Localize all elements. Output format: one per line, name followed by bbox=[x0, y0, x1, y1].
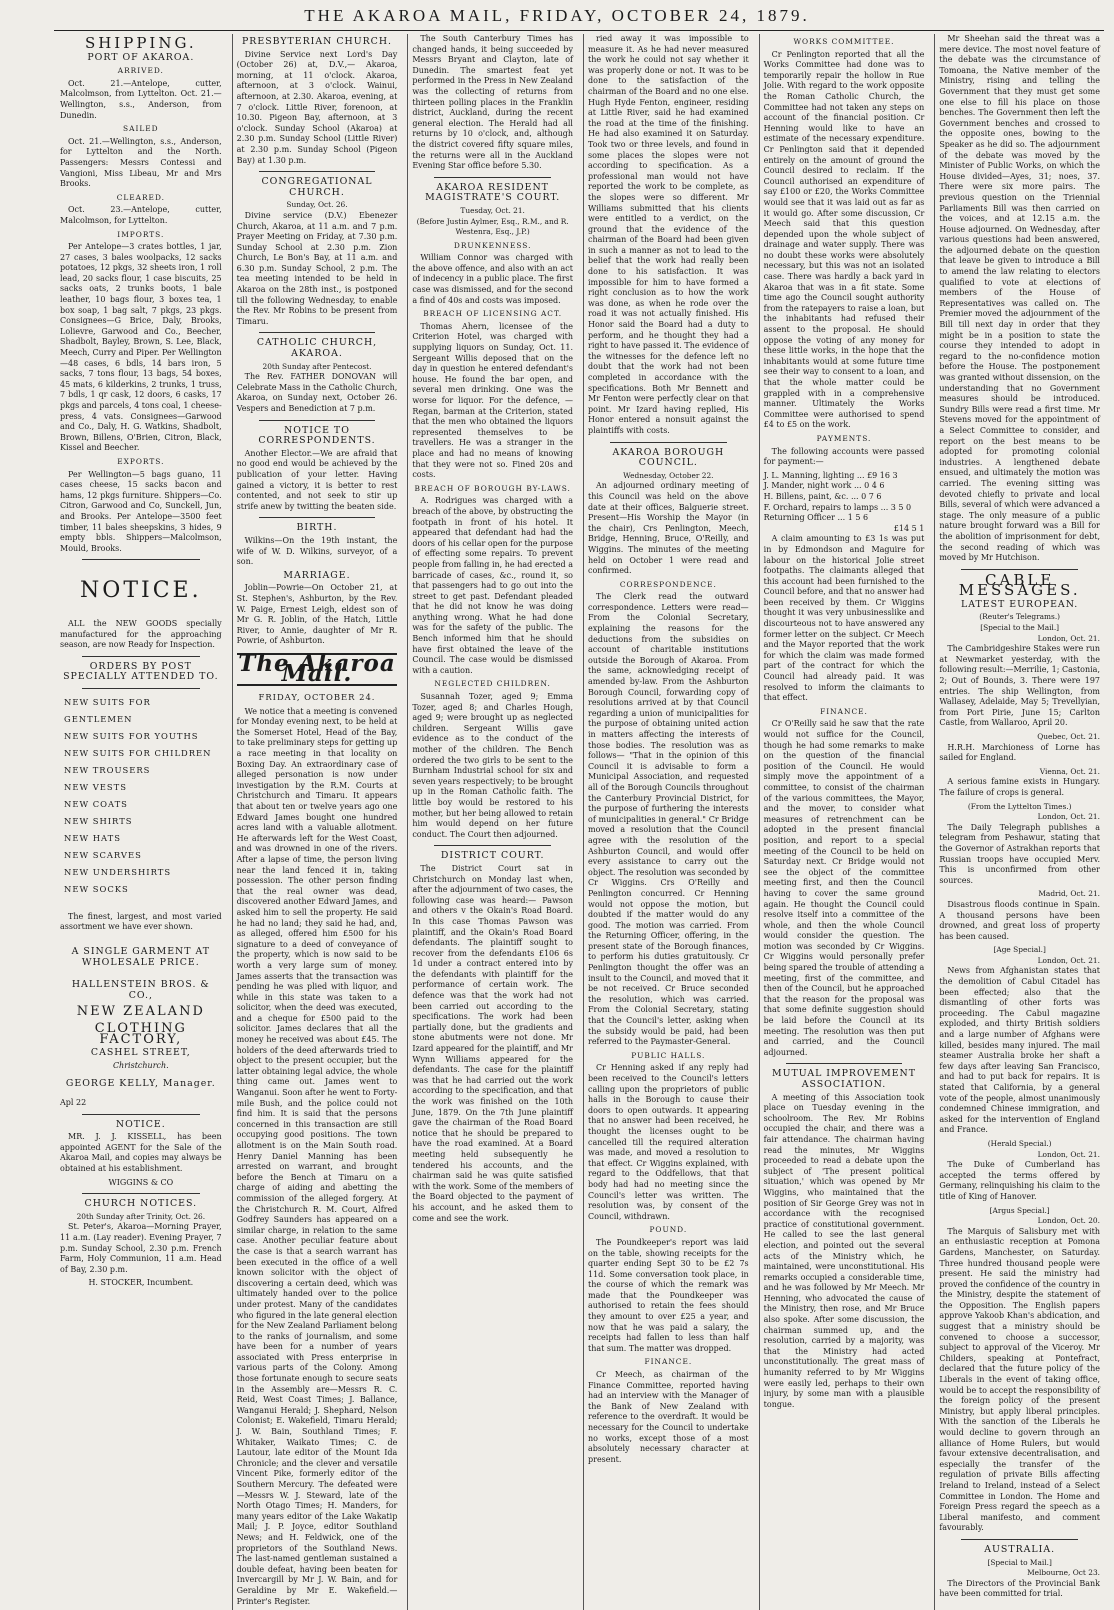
neglect-text: Susannah Tozer, aged 9; Emma Tozer, aged 8; and Charles Hough, aged 9; were brought up as neglected children. Sergeant Willis gave evidence as to the conduct of the mother of the children. The Bench ordered the two girls to be sent to the Burnham Industrial school for six and seven years respectively; to be brought up in the Roman Catholic faith. The little boy would be restored to his mother, but her being allowed to retain him would depend on her future conduct. The Court then adjourned. bbox=[412, 692, 573, 839]
manager: GEORGE KELLY, Manager. bbox=[65, 1078, 216, 1090]
mutual-heading: MUTUAL IMPROVEMENT ASSOCIATION. bbox=[771, 1068, 917, 1090]
special2-line: [Special to Mail.] bbox=[987, 1557, 1052, 1567]
dateline: London, Oct. 21. bbox=[1037, 955, 1100, 965]
divider bbox=[82, 656, 200, 657]
column-3 bbox=[407, 34, 577, 1610]
sunday-line: 20th Sunday after Trinity, Oct. 26. bbox=[76, 1211, 206, 1221]
pres-heading: PRESBYTERIAN CHURCH. bbox=[241, 36, 392, 47]
column-5 bbox=[759, 34, 929, 1610]
vienna-text: A serious famine exists in Hungary. The failure of crops is general. bbox=[939, 777, 1100, 797]
payment-line: Returning Officer ... 1 5 6 bbox=[763, 513, 869, 523]
ad-item: NEW TROUSERS bbox=[64, 764, 151, 775]
court-bench: (Before Justin Aylmer, Esq., R.M., and R. Westenra, Esq., J.P.) bbox=[416, 216, 569, 237]
date-stamp: Apl 22 bbox=[60, 1098, 87, 1107]
divider bbox=[259, 332, 376, 333]
incumbent: H. STOCKER, Incumbent. bbox=[88, 1278, 194, 1288]
finance-heading: FINANCE. bbox=[644, 1357, 693, 1367]
marriage-text: Joblin—Powrie—On October 21, at St. Stephen's, Ashburton, by the Rev. W. Paige, Ernest Leigh, eldest son of Mr G. R. Joblin, of the Hatch, Little River, to Annie, daughter of Mr R. Powrie, of Ashburton. bbox=[236, 583, 398, 646]
council-text: An adjourned ordinary meeting of this Council was held on the above date at their offices, Balguerie street. Present—His Worship the Mayor (in the chair), Crs Penlington, Meech, Bridge, Henning, Bruce, O'Reilly, and Wiggins. The minutes of the meeting held on October 1 were read and confirmed. bbox=[588, 481, 749, 576]
divider bbox=[259, 171, 376, 172]
pound-text: The Poundkeeper's report was laid on the table, showing receipts for the quarter ending Sept 30 to be £2 7s 11d. Some conversation took place, in the course of which the remark was made that the Poundkeeper was authorised to retain the fees should they amount to over £25 a year, and now that he was paid a salary, the receipts had fallen to less than half that sum. The matter was dropped. bbox=[588, 1237, 749, 1353]
city: Christchurch. bbox=[112, 1060, 169, 1070]
column-1 bbox=[56, 34, 226, 1610]
dateline: London, Oct. 20. bbox=[1037, 1216, 1100, 1226]
halls-heading: PUBLIC HALLS. bbox=[631, 1050, 706, 1060]
wiggins: WIGGINS & CO bbox=[108, 1177, 174, 1187]
stpeters-text: St. Peter's, Akaroa—Morning Prayer, 11 a.m. (Lay reader). Evening Prayer, 7 p.m. Sunday School, 2.30 p.m. French Farm, Holy Communion, 11 a.m. Head of Bay, 2.30 p.m. bbox=[60, 1222, 222, 1274]
court-date: Tuesday, Oct. 21. bbox=[460, 205, 525, 215]
street: CASHEL STREET, bbox=[90, 1047, 191, 1059]
dateline: London, Oct. 21. bbox=[1037, 812, 1100, 822]
mutual-text: A meeting of this Association took place on Tuesday evening in the schoolroom. The Rev. Mr Robins occupied the chair, and there was a fair attendance. The chairman having read the minutes, Mr Wiggins proceeded to read a debate upon the subject of 'The present political situation,' which was opened by Mr Wiggins, who maintained that the position of Sir George Grey was not in accordance with the recognised practice of constitutional government. He called to see the last general election, and pointed out the several acts of the Ministry which, he maintained, were unconstitutional. His remarks occupied a considerable time, and he was followed by Mr Meech. Mr Henning, who advocated the cause of the Ministry, then rose, and Mr Bruce also spoke. After some discussion, the chairman summed up, and the resolution, carried by a majority, was that the Ministry had acted unconstitutionally. The great mass of humanity referred to by Mr Wiggins were easily led, perhaps to their own injury, by some man with a plausible tongue. bbox=[763, 1092, 925, 1409]
exports-heading: EXPORTS. bbox=[117, 456, 165, 466]
council-heading: AKAROA BOROUGH COUNCIL. bbox=[612, 446, 725, 469]
ad-item: NEW VESTS bbox=[64, 781, 127, 792]
imports-text: Per Antelope—3 crates bottles, 1 jar, 27 cases, 3 bales woolpacks, 12 sacks potatoes, 12 pkgs, 32 sheets iron, 1 roll lead, 20 sacks flour, 1 case biscuits, 25 sacks oats, 2 trunks boots, 1 bale leather, 10 bags flour, 3 boxes tea, 1 box soap, 1 bag salt, 7 pkgs, 23 pkgs. Consignees—G Brice, Daly, Brooks, Lolievre, Garwood and Co., Beecher, Shadbolt, Bayley, Brown, S. Lee, Black, Meech, Curry and Piper. Per Wellington—48 cases, 6 bdls, 14 bars iron, 5 sacks, 7 tons flour, 13 bags, 54 boxes, 45 mats, 6 kilderkins, 2 trunks, 1 truss, 7 bdls, 1 qr cask, 12 doors, 6 casks, 17 pkgs and parcels, 4 tons coal, 1 cheese-press, 4 vats. Consignees—Garwood and Co., Daly, H. G. Watkins, Shadbolt, Brown, Billens, O'Brien, Citron, Black, Kissel and Beecher. bbox=[60, 242, 222, 453]
sailed-text: Oct. 21.—Wellington, s.s., Anderson, for Lyttelton and the North. Passengers: Messrs Contessi and Vangioni, Miss Libeau, Mr and Mrs Brooks. bbox=[60, 136, 222, 189]
masthead: THE AKAROA MAIL, FRIDAY, OCTOBER 24, 1879. bbox=[304, 6, 810, 25]
ad-item: NEW SHIRTS bbox=[64, 815, 133, 826]
orders-heading: ORDERS BY POST SPECIALLY ATTENDED TO. bbox=[63, 660, 219, 683]
payments-heading: PAYMENTS. bbox=[816, 433, 872, 443]
works-heading: WORKS COMMITTEE. bbox=[793, 37, 895, 46]
corr-text: The Clerk read the outward correspondence. Letters were read— From the Colonial Secretary, explaining the reasons for the deductions from the subsidies on account of charitable institutions outside the Borough of Akaroa. From the same, acknowledging receipt of amended by-law. From the Ashburton Borough Council, forwarding copy of resolutions arrived at by that Council regarding a union of municipalities for the purpose of obtaining united action in matters affecting the interests of those bodies. The resolution was as follows— "That in the opinion of this Council it is advisable to form a Municipal Association, and requested all of the Borough Councils throughout the Canterbury Provincial District, for the purpose of furthering the interests of municipalities in general." Cr Bridge moved a resolution that the Council agree with the resolution of the Ashburton Council, and would offer every assistance to carry out the object. The resolution was seconded by Cr Wiggins. Crs O'Reilly and Penlington concurred. Cr Henning would not oppose the motion, but doubted if the matter would do any good. The motion was carried. From the Returning Officer, offering, in the present state of the Borough finances, to perform his duties gratuitously. Cr Penlington thought the offer was an insult to the Council, and moved that it be not received. Cr Bruce seconded the resolution, which was carried. From the Colonial Secretary, stating that the Council's letter, asking when the subsidy would be paid, had been referred to the Paymaster-General. bbox=[588, 592, 749, 1047]
ad-item: NEW SOCKS bbox=[64, 883, 129, 894]
notice2-heading: NOTICE. bbox=[115, 1118, 166, 1130]
finest-text: The finest, largest, and most varied assortment we have ever shown. bbox=[60, 911, 222, 932]
kissell-text: MR. J. J. KISSELL, has been appointed AGENT for the Sale of the Akaroa Mail, and copies may always be obtained at his establishment. bbox=[60, 1132, 222, 1173]
payment-line: J. Mander, night work ... 0 4 6 bbox=[763, 481, 885, 491]
divider bbox=[786, 1063, 903, 1064]
cong-date: Sunday, Oct. 26. bbox=[286, 200, 348, 210]
birth-text: Wilkins—On the 19th instant, the wife of W. D. Wilkins, surveyor, of a son. bbox=[236, 535, 398, 567]
fin-text: Cr O'Reilly said he saw that the rate would not suffice for the Council, though he had some remarks to make on the question of the financial position of the Council. He would simply move the appointment of a committee, to consist of the chairman of the various committees, the Mayor, and the mover, to consider what measures of retrenchment can be adopted in the present financial position, and report to a special meeting of the Council to be held on Saturday next. Cr Bridge would not see the object of the committee meeting first, and then the Council having to cover the same ground again. He thought the Council could resolve itself into a committee of the whole, and then the whole Council would consider the question. The motion was seconded by Cr Wiggins. Cr Wiggins would personally prefer being spared the trouble of attending a meeting, first of the committee, and then of the Council, but he approached that the reason for the proposal was that some definite suggestion should be laid before the Council at its meeting. The resolution was then put and carried, and the Council adjourned. bbox=[763, 719, 925, 1057]
cong-text: Divine service (D.V.) Ebenezer Church, Akaroa, at 11 a.m. and 7 p.m. Prayer Meeting on Friday, at 7.30 p.m. Sunday School at 2.30 p.m. Zion Church, Le Bon's Bay, at 11 a.m. and 6.30 p.m. Sunday School, 2 p.m. The tea meeting intended to be held in Akaroa on the 28th inst., is postponed till the following Wednesday, to enable the Rev. Mr Robins to be present from Timaru. bbox=[236, 210, 398, 326]
payment-line: F. Orchard, repairs to lamps ... 3 5 0 bbox=[763, 502, 912, 512]
quebec-text: H.R.H. Marchioness of Lorne has sailed for England. bbox=[939, 742, 1100, 763]
payments-text: A claim amounting to £3 1s was put in by Edmondson and Maguire for labour on the historical Jolie street footpaths. The claimants alleged that this account had been furnished to the Council before, and that no answer had been received by them. Cr Wiggins thought it was very unbusinesslike and discourteous not to have answered any former letter on the subject. Cr Meech and the Mayor reported that the work for which the claim was made formed part of the contract for which the Council had already paid. It was resolved to inform the claimants to that effect. bbox=[763, 534, 925, 703]
church-heading: CHURCH NOTICES. bbox=[84, 1198, 198, 1210]
cath-sub: 20th Sunday after Pentecost. bbox=[262, 361, 372, 371]
payments-intro: The following accounts were passed for payment:— bbox=[763, 446, 925, 467]
exports-text: Per Wellington—5 bags guano, 11 cases cheese, 15 sacks bacon and hams, 12 pkgs furniture. Shippers—Co. Citron, Garwood and Co, Sunckell, Jun, and Brooks. Per Antelope—3500 feet timber, 11 bales sheepskins, 3 hides, 9 empty bbls. Shippers—Malcolmson, Mould, Brooks. bbox=[60, 469, 222, 553]
dateline: London, Oct. 21. bbox=[1037, 1149, 1100, 1159]
madrid-text: Disastrous floods continue in Spain. A thousand persons have been drowned, and great loss of property has been caused. bbox=[939, 899, 1100, 941]
divider bbox=[961, 569, 1078, 570]
lyttelton-line: (From the Lyttelton Times.) bbox=[967, 801, 1072, 811]
cong-heading: CONGREGATIONAL CHURCH. bbox=[261, 176, 373, 198]
payment-total: £14 5 1 bbox=[893, 523, 925, 533]
latest-heading: LATEST EUROPEAN. bbox=[961, 598, 1079, 610]
finance-text: Cr Meech, as chairman of the Finance Committee, reported having had an interview with the Manager of the Bank of New Zealand with reference to the overdraft. It would be necessary for the Council to undertake no works, except those of a most absolutely necessary character at present. bbox=[588, 1370, 749, 1464]
reuters-line: (Reuter's Telegrams.) bbox=[979, 612, 1061, 622]
corr-heading: NOTICE TO CORRESPONDENTS. bbox=[258, 424, 376, 447]
district-heading: DISTRICT COURT. bbox=[440, 850, 545, 862]
dateline: London, Oct. 21. bbox=[1037, 633, 1100, 643]
imports-heading: IMPORTS. bbox=[117, 229, 165, 239]
divider bbox=[610, 442, 727, 443]
firm-name: HALLENSTEIN BROS. & CO., bbox=[71, 979, 210, 1001]
cleared-heading: CLEARED. bbox=[116, 192, 165, 202]
divider bbox=[82, 688, 200, 689]
divider bbox=[259, 517, 376, 518]
cleared-text: Oct. 23.—Antelope, cutter, Malcolmson, for Lyttelton. bbox=[60, 205, 222, 225]
ad-item: NEW SCARVES bbox=[64, 849, 142, 860]
top-rule bbox=[54, 30, 1104, 31]
london4-text: The Duke of Cumberland has accepted the terms offered by Germany, relinquishing his claim to the title of King of Hanover. bbox=[939, 1160, 1100, 1201]
sailed-heading: SAILED bbox=[123, 124, 159, 134]
ad-item: NEW COATS bbox=[64, 798, 128, 809]
pres-text: Divine Service next Lord's Day (October 26) at, D.V.,— Akaroa, morning, at 11 o'clock. Akaroa, afternoon, at 3 o'clock. Wainui, afternoon, at 2.30. Akaroa, evening, at 7 o'clock. Little River, forenoon, at 10.30. Pigeon Bay, afternoon, at 3 o'clock. Sunday School (Akaroa) at 2.30 p.m. Sunday School (Little River) at 2.30 p.m. Sunday School (Pigeon Bay) at 1.30 p.m. bbox=[236, 49, 398, 165]
nz-heading: NEW ZEALAND bbox=[76, 1004, 205, 1020]
corr-heading: CORRESPONDENCE. bbox=[619, 579, 717, 589]
lead-text: Mr Sheehan said the threat was a mere device. The most novel feature of the debate was the circumstance of Tomoana, the Native member of the Ministry, rising and telling the Government that they must get some one else to fill his place on those benches. The Government then left the Government benches and crossed to the opposite ones, bowing to the Speaker as he did so. The adjournment of the debate was moved by the Minister of Public Works, on which the House divided—Ayes, 31; noes, 37. There were six more pairs. The previous question on the Triennial Parliaments Bill was then carried on the voices, and at 12.15 a.m. the House adjourned. On Wednesday, after various questions had been answered, the adjourned debate on the question that leave be given to introduce a Bill to amend the law relating to electors qualified to vote at elections of members of the House of Representatives was called on. The Premier moved the adjournment of the Bill till next day in order that they might be in a position to state the course they intended to adopt in regard to the no-confidence motion before the House. The postponement was granted without dissension, on the understanding that no Government measures should be introduced. Sundry Bills were read a first time. Mr Stevens moved for the appointment of a Select Committee to consider, and report on the best means to be adopted for promoting colonial industries. A lengthened debate ensued, and ultimately the motion was carried. The evening sitting was devoted chiefly to private and local Bills, several of which were advanced a stage. The only measure of a public nature brought forward was a Bill for the abolition of imprisonment for debt, the second reading of which was moved by Mr Hutchison. bbox=[939, 34, 1100, 563]
australia-heading: AUSTRALIA. bbox=[984, 1543, 1056, 1555]
cath-text: The Rev. FATHER DONOVAN will Celebrate Mass in the Catholic Church, Akaroa, on Sunday next, October 26. Vespers and Benediction at 7 p.m. bbox=[236, 372, 398, 413]
arrived-text: Oct. 21.—Antelope, cutter, Malcolmson, from Lyttelton. Oct. 21.—Wellington, s.s., Anderson, from Dunedin. bbox=[60, 78, 222, 120]
divider bbox=[259, 420, 376, 421]
marriage-heading: MARRIAGE. bbox=[283, 569, 351, 581]
pound-heading: POUND. bbox=[649, 1225, 688, 1235]
lead-text: ried away it was impossible to measure it. As he had never measured the work he could not say whether it was properly done or not. It was to be done to the satisfaction of the chairman of the Board and no one else. Hugh Hyde Fenton, engineer, residing at Little River, said he had examined the road at the time of the finishing. He had also examined it on Saturday. Took two or three levels, and found in some places the slopes were not according to specification. As a professional man would not have reported the work to be complete, as the slopes were so different. Mr Williams submitted that his clients were entitled to a verdict, on the ground that the evidence of the chairman of the Board had been given in such a manner as not to lead to the belief that the work had really been done to his satisfaction. It was impossible for him to have formed a right conclusion as to how the work was done, as when he rode over the road it was not actually finished. His Honor said the Board had a duty to perform, and he thought they had a right to have passed it. The evidence of the witnesses for the defence left no doubt that the work had not been completed in accordance with the specifications. Both Mr Bennett and Mr Fenton were perfectly clear on that point. Mr Izard having replied, His Honor entered a nonsuit against the plaintiffs with costs. bbox=[588, 34, 749, 435]
arrived-heading: ARRIVED. bbox=[117, 66, 164, 76]
ad-item: NEW SUITS FOR YOUTHS bbox=[64, 730, 199, 741]
court-heading: AKAROA RESIDENT MAGISTRATE'S COURT. bbox=[425, 181, 561, 204]
district-text: The District Court sat in Christchurch on Monday last when, after the adjournment of two cases, the following case was heard:— Pawson and others v the Okain's Road Board. In this case Thomas Pawson was plaintiff, and the Okain's Road Board defendants. The plaintiff sought to recover from the defendants £106 6s 1d under a contract entered into by the defendants with plaintiff for the performance of certain work. The defence was that the work had not been carried out according to the specifications. The work had been partially done, but the gradients and stone abutments were not done. Mr Izard appeared for the plaintiff, and Mr Wynn Williams appeared for the defendants. The case for the plaintiff was that he had carried out the work according to the specification, and that the work was finished on the 10th June, 1879. On the 7th June plaintiff gave the chairman of the Road Board notice that he should be prepared to have the road examined. At a Board meeting held subsequently he tendered his accounts, and the chairman said he was quite satisfied with the work. Some of the members of the Board objected to the payment of his account, and he asked them to come and see the work. bbox=[412, 863, 573, 1223]
editorial-text: We notice that a meeting is convened for Monday evening next, to be held at the Somerset Hotel, Head of the Bay, to take preliminary steps for getting up a race meeting in that locality on Boxing Day. An extraordinary case of alleged personation is now under investigation by the R.M. Courts at Christchurch and Timaru. It appears that about ten or twelve years ago one Edward James bought one hundred acres land with a valuable allotment. He afterwards left for the West Coast, and was drowned in one of the rivers. After a lapse of time, the person living near the land fenced it in, taking possession. The other person finding that the real owner was dead, discovered another Edward James, and asked him to sell the property. He said he had no land; they said he had, and, as alleged, offered him £500 for his signature to a deed of conveyance of the property, which is now said to be worth a very large sum of money. James asserts that the transaction was pending he was plied with liquor, and while in this state was taken to a solicitor, when the deed was executed, and a cheque for £500 paid to the solicitor. James declares that all the money he received was about £45. The holders of the deed afterwards tried to object to the present occupier, but the latter obtaining legal advice, the whole thing came out. James went to Wanganui. Soon after he went to Forty-mile Bush, and the police could not find him. It is said that the persons concerned in this transaction are still occupying good positions. The town allotment is on the Main South road. Henry Daniel Manning has been arrested on warrant, and brought before the Bench at Timaru on a charge of aiding and abetting the commission of the alleged forgery. At the Christchurch R. M. Court, Alfred Godfrey Saunders has appeared on a similar charge, in relation to the same case. Another peculiar feature about the case is that a search warrant has been executed in the office of a well known solicitor with the object of discovering a certain deed, which was ultimately handed over to the police under protest. Many of the candidates who figured in the late general election for the New Zealand Parliament belong to the ranks of journalism, and some have been for a number of years associated with Press enterprise in various parts of the Colony. Among those fortunate enough to secure seats in the Assembly are—Messrs R. C. Reid, West Coast Times; J. Ballance, Wanganui Herald; J. Shephard, Nelson Colonist; E. Wakefield, Timaru Herald; J. W. Bain, Southland Times; F. Whitaker, Waikato Times; C. de Lautour, late editor of the Mount Ida Chronicle; and the clever and versatile Vincent Pike, formerly editor of the Southern Mercury. The defeated were—Messrs W. J. Steward, late of the North Otago Times; H. Manders, for many years editor of the Lake Wakatip Mail; J. P. Joyce, editor Southland News; and H. Feldwick, one of the proprietors of the Southland News. The last-named gentleman sustained a double defeat, having been beaten for Invercargill by Mr J. W. Bain, and for Geraldine by Mr E. Wakefield.—Printer's Register. bbox=[236, 706, 398, 1606]
ad-intro: ALL the NEW GOODS specially manufactured for the approaching season, are now Ready for Inspection. bbox=[60, 618, 222, 650]
fin-heading: FINANCE. bbox=[820, 706, 868, 716]
dateline: Madrid, Oct. 21. bbox=[1038, 889, 1100, 899]
london5-text: The Marquis of Salisbury met with an enthusiastic reception at Pomona Gardens, Manchester, on Saturday. Three hundred thousand people were present. He said the ministry had proved the confidence of the country in the Ministry, despite the statement of the Opposition. The English papers approve Yakoob Khan's abdication, and suggest that a ministry should be convened to choose a successor, subject to approval of the Viceroy. Mr Childers, speaking at Pontefract, declared that the future policy of the Liberals in the event of taking office, would be to accept the responsibility of the foreign policy of the present Ministry, but apply liberal principles. With the sanction of the Liberals he would decline to govern through an alliance of Home Rulers, but would favour extensive decentralisation, and especially the transfer of the regulation of private Bills affecting Ireland to Ireland, instead of a Select Committee in London. The Home and Foreign Press regard the speech as a Liberal manifesto, and comment favourably. bbox=[939, 1226, 1100, 1533]
ad-item: NEW UNDERSHIRTS bbox=[64, 866, 172, 877]
notice-heading: NOTICE. bbox=[80, 578, 202, 604]
london1-text: The Cambridgeshire Stakes were run at Newmarket yesterday, with the following result:—Merrilie, 1; Castonia, 2; Out of Bounds, 3. There were 197 entries. The ship Wellington, from Wallasey, Adelaide, May 5; Trevellyian, from Port Pirie, June 15; Carlton Castle, from Wallaroo, April 20. bbox=[939, 644, 1100, 728]
divider bbox=[82, 1114, 200, 1115]
column-2 bbox=[232, 34, 402, 1610]
special-line: [Special to the Mail.] bbox=[980, 623, 1060, 633]
payment-line: J. L. Manning, lighting ... £9 16 3 bbox=[763, 470, 898, 480]
breach-heading: BREACH OF LICENSING ACT. bbox=[423, 309, 563, 319]
corr-text: Another Elector.—We are afraid that no good end would be achieved by the publication of your letter. Having gained a victory, it is better to rest contented, and not seek to stir up strife anew by twitting the beaten side. bbox=[236, 448, 398, 511]
port-heading: PORT OF AKAROA. bbox=[87, 51, 195, 63]
bylaws-heading: BREACH OF BOROUGH BY-LAWS. bbox=[414, 483, 571, 493]
halls-text: Cr Henning asked if any reply had been received to the Council's letters calling upon the proprietors of public halls in the Borough to cause their doors to open outwards. It appearing that no answer had been received, he thought the licenses ought to be cancelled till the required alteration was made, and moved a resolution to that effect. Cr Wiggins explained, with regard to the Oddfellows, that that body had had no meeting since the Council's letter was written. The resolution was, by consent of the Council, withdrawn. bbox=[588, 1063, 749, 1221]
divider bbox=[434, 845, 551, 846]
ad-item: NEW SUITS FOR CHILDREN bbox=[64, 747, 212, 758]
dateline: Vienna, Oct. 21. bbox=[1039, 766, 1100, 776]
cath-heading: CATHOLIC CHURCH, AKAROA. bbox=[256, 337, 378, 360]
paper-nameplate: The Akaroa Mail. bbox=[238, 649, 396, 688]
bylaws-text: A. Rodrigues was charged with a breach of the above, by obstructing the footpath in front of his hotel. It appeared that defendant had had the doors of his cellar open for the purpose of effecting some repairs. To prevent people from falling in, he had erected a barricade of cases, &c., round it, so that passengers had to go out into the street to get past. Defendant pleaded that he did not know he was doing anything wrong. What he had done was for the safety of the public. The Bench informed him that he should have first obtained the leave of the Council. The case would be dismissed with a caution. bbox=[412, 496, 573, 675]
age-line: [Age Special.] bbox=[993, 945, 1046, 955]
divider bbox=[961, 1539, 1078, 1540]
birth-heading: BIRTH. bbox=[296, 522, 338, 534]
shipping-heading: SHIPPING. bbox=[84, 34, 197, 52]
column-4 bbox=[583, 34, 753, 1610]
ad-item: NEW SUITS FOR GENTLEMEN bbox=[64, 696, 151, 724]
factory-heading: CLOTHING FACTORY, bbox=[94, 1021, 187, 1047]
payment-line: H. Billens, paint, &c. ... 0 7 6 bbox=[763, 491, 882, 501]
court-text: William Connor was charged with the above offence, and also with an act of indecency in a public place. The first case was dismissed, and for the second a find of 40s and costs was imposed. bbox=[412, 253, 573, 305]
ad-item: NEW HATS bbox=[64, 832, 121, 843]
london2-text: The Daily Telegraph publishes a telegram from Peshawur, stating that the Governor of Astrakhan reports that Russian troops have occupied Merv. This is unconfirmed from other sources. bbox=[939, 822, 1100, 885]
works-text: Cr Penlington reported that all the Works Committee had done was to temporarily repair the hollow in Rue Jolie. With regard to the work opposite the Roman Catholic Church, the Committee had not taken any steps on account of the financial position. Cr Henning would like to have an estimate of the necessary expenditure. Cr Penlington said that it depended entirely on the amount of ground the Council desired to reclaim. If the Council authorised an expenditure of say £100 or £20, the Works Committee would see that it was laid out as far as it would go. After some discussion, Cr Meech said that this question depended upon the whole subject of drainage and water supply. There was no doubt these works were absolutely necessary, but this was not an isolated case. There was hardly a back yard in Akaroa that was in a fit state. Some time ago the Council sought authority from the ratepayers to raise a loan, but the inhabitants had refused their assent to the proposal. He should oppose the voting of any money for these little works, in the hope that the inhabitants would at some future time see their way to consent to a loan, and that the whole matter could be grappled with in a comprehensive manner. Ultimately the Works Committee were authorised to spend £4 to £5 on the work. bbox=[763, 49, 925, 430]
melbourne-text: The Directors of the Provincial Bank have been committed for trial. bbox=[939, 1578, 1100, 1599]
columns bbox=[56, 34, 1104, 1606]
cable-heading: CABLE MESSAGES. bbox=[958, 570, 1081, 600]
single-garment: A SINGLE GARMENT AT WHOLESALE PRICE. bbox=[71, 946, 210, 968]
drunk-heading: DRUNKENNESS. bbox=[453, 240, 532, 250]
column-6 bbox=[934, 34, 1104, 1610]
lead-text: The South Canterbury Times has changed hands, it being succeeded by Messrs Bryant and Clayton, late of Dunedin. The smartest feat yet performed in the Press in New Zealand was the collecting of returns from thirteen polling places in the Franklin district, Auckland, during the recent general election. The Herald had all returns by 10 o'clock, and, although the district covered fifty square miles, the returns were all in the Auckland Evening Star office before 5.30. bbox=[412, 34, 573, 171]
paper-date: FRIDAY, OCTOBER 24. bbox=[258, 692, 376, 703]
council-date: Wednesday, October 22. bbox=[623, 470, 714, 480]
divider bbox=[82, 559, 200, 560]
neglect-heading: NEGLECTED CHILDREN. bbox=[434, 679, 551, 689]
divider bbox=[82, 1193, 200, 1194]
argus-line: [Argus Special.] bbox=[989, 1205, 1050, 1215]
herald-line: (Herald Special.) bbox=[987, 1138, 1052, 1148]
london3-text: News from Afghanistan states that the demolition of Cabul Citadel has been effected; also that the dismantling of other forts was proceeding. The Cabul magazine exploded, and thirty British soldiers and a large number of Afghans were killed, besides many injured. The mail steamer Australia broke her shaft a few days after leaving San Francisco, and had to put back for repairs. It is stated that California, by a general vote of the people, almost unanimously condemned Chinese immigration, and asked for the intervention of England and France. bbox=[939, 966, 1100, 1135]
dateline: Quebec, Oct. 21. bbox=[1037, 732, 1100, 741]
breach-text: Thomas Ahern, licensee of the Criterion Hotel, was charged with supplying liquors on Sunday, Oct. 11. Sergeant Willis deposed that on the day in question he entered defendant's house. He found the bar open, and several men drinking. One was the worse for liquor. For the defence, — Regan, barman at the Criterion, stated that the men who obtained the liquors represented themselves to be travellers. He was a stranger in the place and had no means of knowing that they were not so. Fined 20s and costs. bbox=[412, 321, 573, 480]
divider bbox=[434, 177, 551, 178]
dateline: Melbourne, Oct 23. bbox=[1027, 1568, 1100, 1578]
